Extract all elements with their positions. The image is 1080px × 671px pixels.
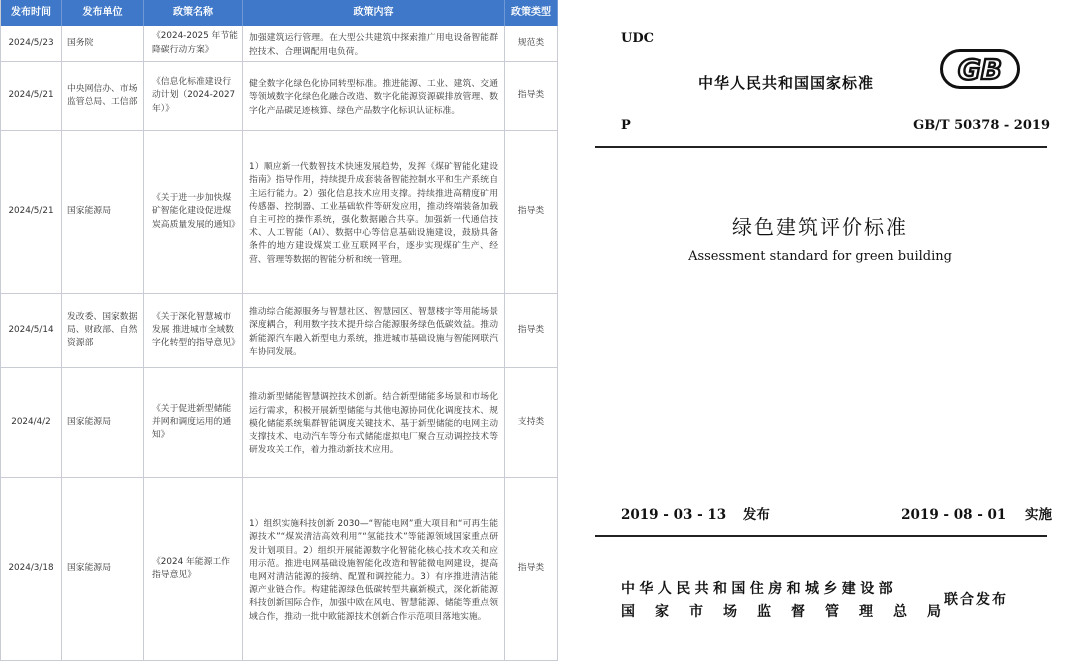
top-rule (595, 146, 1047, 148)
joint-release-label: 联合发布 (944, 592, 1008, 608)
cell-policy-content: 加强建筑运行管理。在大型公共建筑中探索推广用电设备智能群控技术、合理调配用电负荷。 (243, 26, 505, 62)
cell-unit: 国务院 (62, 26, 144, 62)
cell-date: 2024/3/18 (0, 478, 62, 661)
header-date: 发布时间 (0, 0, 62, 26)
cell-policy-type: 指导类 (505, 294, 558, 368)
cell-policy-type: 指导类 (505, 62, 558, 131)
cell-policy-type: 支持类 (505, 368, 558, 478)
cell-date: 2024/4/2 (0, 368, 62, 478)
cell-policy-content: 1）顺应新一代数智技术快速发展趋势，发挥《煤矿智能化建设指南》指导作用，持续提升成套装备智能控制水平和生产系统自主运行能力。2）强化信息技术应用支撑。持续推进高精度矿用传感器、控制器、工业基础软件等研发应用，推动终端装备加载自主可控的操作系统，强化数据融合共享。加强新一代通信技术、人工智能（AI）、数据中心等信息基础设施建设，鼓励具备条件的地方建设煤炭工业互联网平台，逐步实现煤矿生产、经营、管理等数据的智能分析和统一管理。 (243, 131, 505, 294)
cell-policy-content: 1）组织实施科技创新 2030—“智能电网”重大项目和“可再生能源技术”“煤炭清洁高效利用”“氢能技术”等能源领域国家重点研发计划项目。2）组织开展能源数字化智能化核心技术攻关和应用示范。推进电网基础设施智能化改造和智能微电网建设，提高电网对清洁能源的接纳、配置和调控能力。3）有序推进清洁能源产业链合作。构建能源绿色低碳转型共赢新模式，深化新能源科技创新国际合作，加强中欧在风电、智慧能源、储能等重点领域合作，推动一批中欧能源技术创新合作示范项目落地实施。 (243, 478, 505, 661)
cell-policy-name: 《关于进一步加快煤矿智能化建设促进煤炭高质量发展的通知》 (144, 131, 243, 294)
cell-date: 2024/5/21 (0, 131, 62, 294)
standard-number: GB/T 50378 - 2019 (913, 118, 1050, 133)
bottom-rule (595, 535, 1047, 537)
issuer-samr: 国家市场监督管理总局 (621, 604, 961, 620)
cell-date: 2024/5/14 (0, 294, 62, 368)
cell-policy-name: 《2024 年能源工作指导意见》 (144, 478, 243, 661)
issuer-ministry: 中华人民共和国住房和城乡建设部 (621, 581, 897, 597)
effective-date: 2019 - 08 - 01 (901, 507, 1007, 523)
cell-policy-content: 推动新型储能智慧调控技术创新。结合新型储能多场景和市场化运行需求，积极开展新型储能与其他电源协同优化调度技术、规模化储能系统集群智能调度关键技术、基于新型储能的电网主动支撑技术、电动汽车等分布式储能虚拟电厂聚合互动调控技术等研发攻关工作，着力推动新技术应用。 (243, 368, 505, 478)
header-unit: 发布单位 (62, 0, 144, 26)
cell-policy-content: 推动综合能源服务与智慧社区、智慧园区、智慧楼宇等用能场景深度耦合，利用数字技术提升综合能源服务绿色低碳效益。推动新能源汽车融入新型电力系统，推进城市基础设施与智能网联汽车协同发展。 (243, 294, 505, 368)
effective-label: 实施 (1025, 507, 1052, 523)
standard-cover (590, 0, 1080, 671)
cell-policy-name: 《2024-2025 年节能降碳行动方案》 (144, 26, 243, 62)
national-standard-heading: 中华人民共和国国家标准 (698, 74, 875, 92)
cell-unit: 国家能源局 (62, 478, 144, 661)
udc-label: UDC (621, 31, 654, 46)
gb-logo-icon (940, 49, 1020, 89)
cell-policy-content: 健全数字化绿色化协同转型标准。推进能源、工业、建筑、交通等领域数字化绿色化融合改造、数字化能源资源碳排放管理、数字化产品碳足迹核算、绿色产品数字化标识认证标准。 (243, 62, 505, 131)
title-english: Assessment standard for green building (688, 249, 952, 264)
cell-policy-name: 《信息化标准建设行动计划（2024-2027 年）》 (144, 62, 243, 131)
cell-unit: 发改委、国家数据局、财政部、自然资源部 (62, 294, 144, 368)
header-content: 政策内容 (243, 0, 505, 26)
cell-policy-type: 指导类 (505, 478, 558, 661)
cell-policy-type: 指导类 (505, 131, 558, 294)
issue-label: 发布 (742, 507, 770, 523)
effective-date-block (901, 503, 1052, 523)
issue-date: 2019 - 03 - 13 (621, 507, 727, 523)
p-code: P (621, 118, 631, 133)
cell-policy-name: 《关于促进新型储能并网和调度运用的通知》 (144, 368, 243, 478)
header-name: 政策名称 (144, 0, 243, 26)
cell-policy-name: 《关于深化智慧城市发展 推进城市全域数字化转型的指导意见》 (144, 294, 243, 368)
header-type: 政策类型 (505, 0, 558, 26)
cell-unit: 中央网信办、市场监管总局、工信部 (62, 62, 144, 131)
issue-date-block (621, 503, 770, 523)
cell-date: 2024/5/23 (0, 26, 62, 62)
cell-date: 2024/5/21 (0, 62, 62, 131)
cell-unit: 国家能源局 (62, 131, 144, 294)
gb-logo-text: GB (957, 53, 1003, 86)
cell-policy-type: 规范类 (505, 26, 558, 62)
cell-unit: 国家能源局 (62, 368, 144, 478)
title-chinese: 绿色建筑评价标准 (732, 215, 908, 239)
